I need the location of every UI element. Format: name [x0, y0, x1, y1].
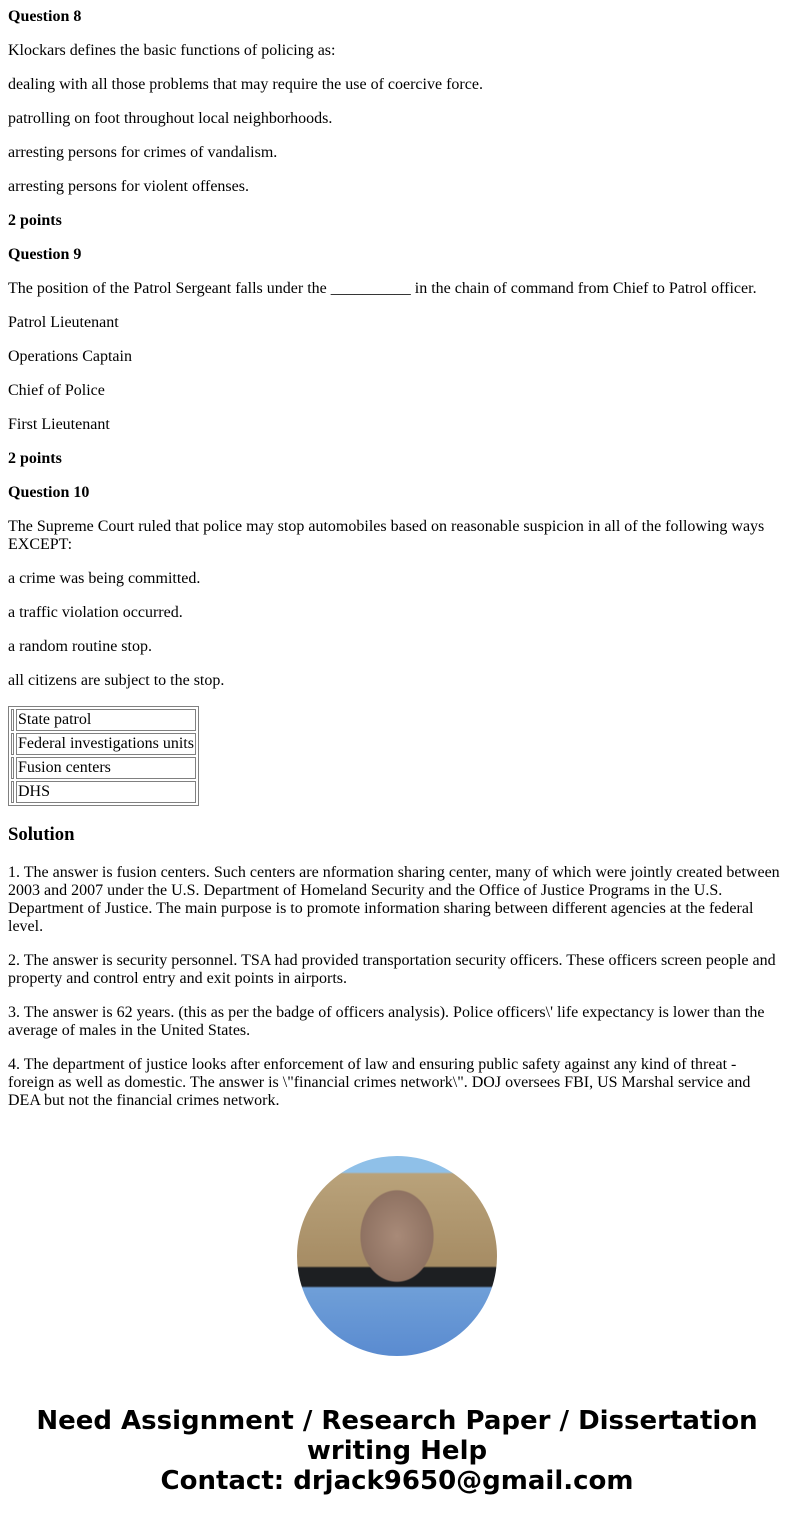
option: First Lieutenant [8, 416, 110, 433]
question-prompt: The position of the Patrol Sergeant falls under the __________ in the chain of command from Chief to Patrol officer. [8, 280, 757, 297]
option: Patrol Lieutenant [8, 314, 119, 331]
footer-banner [8, 1406, 786, 1496]
table-cell: State patrol [16, 709, 196, 731]
solution-paragraph: 4. The department of justice looks after enforcement of law and ensuring public safety against any kind of threat - foreign as well as domestic. The answer is \"financial crimes network\". DOJ oversees FBI, US Marshal service and DEA but not the financial crimes network. [8, 1056, 751, 1109]
question-prompt: Klockars defines the basic functions of policing as: [8, 42, 336, 59]
author-avatar [297, 1156, 497, 1356]
table-cell: Federal investigations units [16, 733, 196, 755]
points: 2 points [8, 450, 62, 467]
solution-paragraph: 2. The answer is security personnel. TSA had provided transportation security officers. These officers screen people and property and control entry and exit points in airports. [8, 952, 776, 987]
question-title: Question 10 [8, 484, 90, 501]
solution-paragraph: 1. The answer is fusion centers. Such centers are nformation sharing center, many of which were jointly created between 2003 and 2007 under the U.S. Department of Homeland Security and the Office of Justice Programs in the U.S. Department of Justice. The main purpose is to promote information sharing between different agencies at the federal level. [8, 864, 780, 935]
option: patrolling on foot throughout local neighborhoods. [8, 110, 333, 127]
option: arresting persons for crimes of vandalism. [8, 144, 278, 161]
question-10 [8, 484, 786, 690]
table-row [11, 733, 196, 755]
option: Chief of Police [8, 382, 105, 399]
option: Operations Captain [8, 348, 132, 365]
question-9 [8, 246, 786, 468]
question-title: Question 8 [8, 8, 82, 25]
table-row [11, 757, 196, 779]
option: a traffic violation occurred. [8, 604, 183, 621]
question-8 [8, 8, 786, 230]
solution-paragraph: 3. The answer is 62 years. (this as per the badge of officers analysis). Police officers\' life expectancy is lower than the average of males in the United States. [8, 1004, 765, 1039]
option: all citizens are subject to the stop. [8, 672, 225, 689]
options-table [8, 706, 199, 806]
table-cell: DHS [16, 781, 196, 803]
table-row [11, 781, 196, 803]
table-cell: Fusion centers [16, 757, 196, 779]
table-row [11, 709, 196, 731]
question-prompt: The Supreme Court ruled that police may stop automobiles based on reasonable suspicion in all of the following ways EXCEPT: [8, 518, 765, 553]
option: a random routine stop. [8, 638, 152, 655]
footer-help-text: Need Assignment / Research Paper / Dissertation writing Help [36, 1406, 758, 1466]
option: dealing with all those problems that may require the use of coercive force. [8, 76, 483, 93]
option: arresting persons for violent offenses. [8, 178, 249, 195]
points: 2 points [8, 212, 62, 229]
solution-heading: Solution [8, 824, 75, 845]
footer-contact: Contact: drjack9650@gmail.com [160, 1466, 634, 1496]
option: a crime was being committed. [8, 570, 201, 587]
question-title: Question 9 [8, 246, 82, 263]
